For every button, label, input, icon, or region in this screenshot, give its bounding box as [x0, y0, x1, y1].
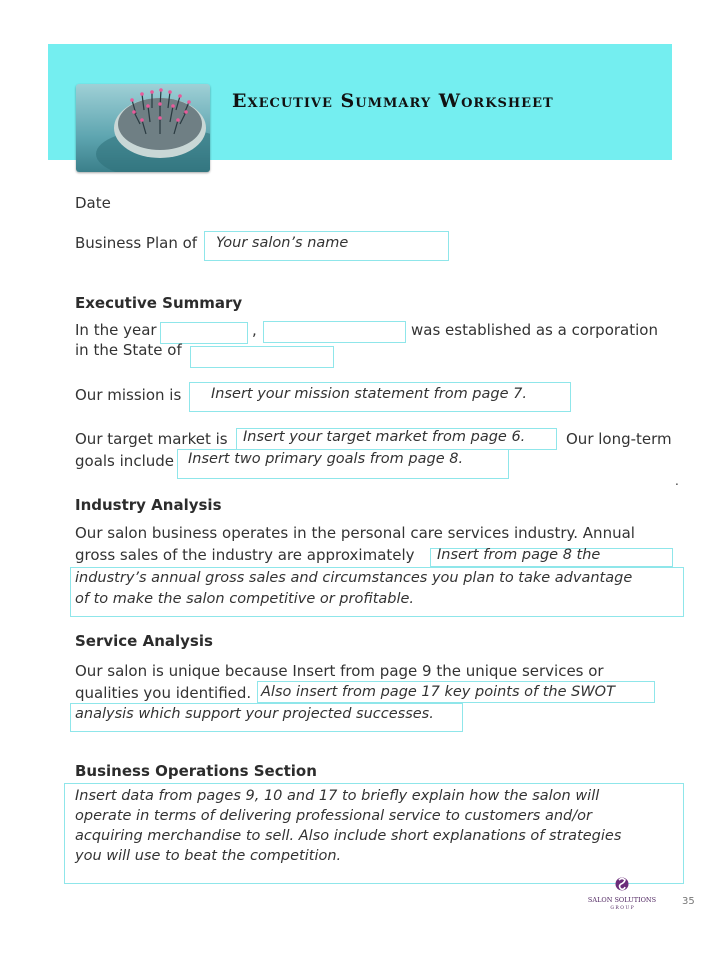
business-plan-label: Business Plan of [75, 234, 198, 252]
target-market-placeholder: Insert your target market from page 6. [243, 429, 526, 445]
operations-placeholder-line4: you will use to beat the competition. [75, 848, 342, 864]
industry-placeholder-a: Insert from page 8 the [437, 547, 601, 563]
state-label: in the State of [75, 341, 182, 359]
in-the-year-label: In the year [75, 321, 157, 339]
industry-analysis-heading: Industry Analysis [75, 496, 222, 514]
industry-placeholder-b1: industry’s annual gross sales and circumstances you plan to take advantage [75, 570, 633, 586]
page-number: 35 [682, 896, 695, 907]
service-placeholder-b: analysis which support your projected successes. [75, 706, 434, 722]
period-mark: . [675, 474, 679, 488]
comma-text: , [252, 321, 257, 339]
business-operations-heading: Business Operations Section [75, 762, 317, 780]
operations-placeholder-line2: operate in terms of delivering professional service to customers and/or [75, 808, 592, 824]
hairbrush-photo [76, 84, 210, 172]
salon-name-placeholder: Your salon’s name [216, 235, 349, 251]
target-market-label: Our target market is [75, 430, 228, 448]
logo-wordmark: SALON SOLUTIONS [587, 896, 657, 904]
page-title: Executive Summary Worksheet [232, 90, 554, 112]
executive-summary-heading: Executive Summary [75, 294, 243, 312]
industry-text-line1: Our salon business operates in the personal care services industry. Annual [75, 524, 635, 542]
logo-subtext: G R O U P [610, 906, 634, 911]
service-text-line1: Our salon is unique because Insert from page 9 the unique services or [75, 662, 604, 680]
established-text: was established as a corporation [411, 321, 658, 339]
mission-label: Our mission is [75, 386, 182, 404]
long-term-text: Our long-term [566, 430, 672, 448]
industry-placeholder-b2: of to make the salon competitive or profitable. [75, 591, 415, 607]
company-name-field[interactable] [263, 321, 406, 343]
state-field[interactable] [190, 346, 334, 368]
service-analysis-heading: Service Analysis [75, 632, 213, 650]
operations-placeholder-line1: Insert data from pages 9, 10 and 17 to briefly explain how the salon will [75, 788, 600, 804]
operations-placeholder-line3: acquiring merchandise to sell. Also include short explanations of strategies [75, 828, 622, 844]
goals-include-label: goals include [75, 452, 174, 470]
date-label: Date [75, 194, 111, 212]
mission-placeholder: Insert your mission statement from page 7. [211, 386, 527, 402]
industry-text-line2: gross sales of the industry are approximately [75, 546, 415, 564]
goals-placeholder: Insert two primary goals from page 8. [188, 451, 464, 467]
service-text-line2: qualities you identified. [75, 684, 252, 702]
service-placeholder-a: Also insert from page 17 key points of the SWOT [261, 684, 615, 700]
salon-solutions-logo [584, 876, 660, 912]
